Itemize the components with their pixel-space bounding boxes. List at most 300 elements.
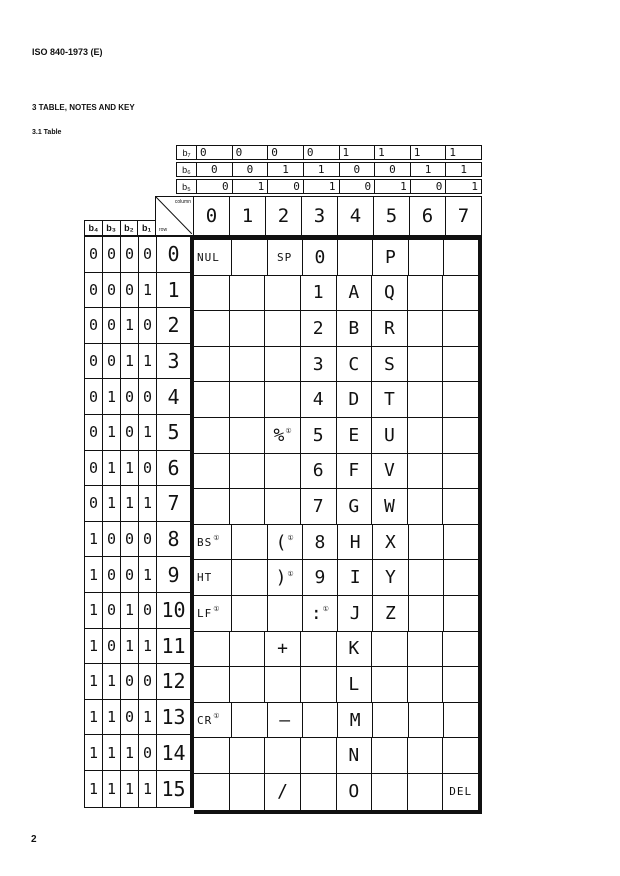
character-cell — [338, 596, 373, 631]
bit-header-cell — [268, 180, 304, 193]
character-cell — [373, 240, 408, 275]
character-glyph: HT — [197, 571, 213, 585]
bit-header-cell — [375, 180, 411, 193]
row-number: 10 — [157, 593, 194, 628]
character-cell — [408, 347, 444, 382]
row-number: 2 — [157, 308, 194, 343]
row-number: 7 — [157, 486, 194, 521]
bit-header-cell — [268, 146, 304, 159]
character-cell — [443, 347, 478, 382]
note-marker: ① — [287, 534, 294, 543]
character-glyph: + — [277, 638, 288, 660]
bit-value: 0 — [353, 163, 361, 176]
character-cell — [372, 738, 408, 773]
bit-header-cell — [197, 146, 233, 159]
bit-value: 0 — [235, 146, 243, 159]
row-bit: 1 — [139, 629, 157, 664]
character-glyph: 8 — [314, 531, 326, 553]
character-cell — [194, 276, 230, 311]
character-cell — [301, 489, 337, 524]
bit-value: 0 — [200, 146, 207, 159]
character-cell — [232, 560, 267, 595]
character-cell — [408, 418, 444, 453]
character-cell — [373, 703, 408, 738]
row-bits — [85, 344, 194, 380]
character-cell — [232, 525, 267, 560]
bit-value: 1 — [413, 146, 421, 159]
row-bits — [85, 308, 194, 344]
character-cell — [265, 774, 301, 810]
note-marker: ① — [213, 712, 221, 721]
character-cell — [443, 632, 478, 667]
character-glyph: ( — [275, 531, 287, 553]
row-number: 15 — [157, 771, 194, 807]
character-cell — [338, 560, 373, 595]
row-bit: 0 — [121, 522, 139, 557]
column-number: 7 — [457, 205, 470, 227]
bit-value: 1 — [460, 163, 467, 176]
row-bit: 0 — [103, 273, 121, 308]
row-bit: 1 — [85, 629, 103, 664]
character-glyph: M — [349, 709, 361, 731]
bit-header-cell — [375, 146, 411, 159]
character-cell — [372, 774, 408, 810]
character-cell — [303, 525, 338, 560]
bit-header-cell — [197, 180, 233, 193]
row-bit: 0 — [121, 237, 139, 272]
column-number: 1 — [230, 197, 266, 235]
character-cell — [372, 489, 408, 524]
row-bit: 0 — [121, 557, 139, 592]
character-glyph: X — [384, 531, 396, 553]
row-number: 11 — [157, 629, 194, 664]
character-cell — [338, 703, 373, 738]
bit-header-cell — [340, 146, 376, 159]
code-table-row — [194, 703, 478, 739]
character-glyph: I — [349, 567, 361, 589]
character-cell — [301, 774, 337, 810]
character-cell — [230, 454, 266, 489]
character-glyph: DEL — [449, 785, 473, 799]
character-cell — [409, 596, 444, 631]
bit-value: 1 — [378, 146, 385, 159]
bit-header-cell — [340, 180, 376, 193]
row-number: 6 — [157, 451, 194, 486]
row-bit-header — [84, 220, 156, 236]
note-marker: ① — [322, 605, 329, 614]
row-bit: 0 — [85, 308, 103, 343]
character-cell — [232, 703, 267, 738]
row-number: 5 — [157, 415, 194, 450]
character-cell — [443, 311, 478, 346]
row-bits — [85, 664, 194, 700]
character-cell — [265, 311, 301, 346]
bit-value: 1 — [257, 180, 265, 193]
character-cell — [265, 382, 301, 417]
character-cell — [265, 347, 301, 382]
character-cell — [194, 311, 230, 346]
character-cell — [301, 738, 337, 773]
character-glyph: N — [348, 745, 360, 767]
character-cell — [194, 560, 232, 595]
bit-value: 0 — [364, 180, 372, 193]
row-bits — [85, 451, 194, 487]
bit-value: 1 — [342, 146, 350, 159]
character-glyph: 1 — [312, 282, 324, 304]
character-cell — [443, 382, 478, 417]
bit-header-cell — [304, 163, 340, 176]
bit-header-label: b₅ — [177, 180, 197, 193]
row-bit: 0 — [139, 735, 157, 770]
character-cell — [372, 632, 408, 667]
character-cell — [373, 596, 408, 631]
bit-header-cell — [446, 146, 481, 159]
code-table-row — [194, 667, 478, 703]
character-cell — [230, 489, 266, 524]
character-grid — [194, 236, 482, 814]
row-bit: 0 — [103, 593, 121, 628]
bit-value: 1 — [400, 180, 407, 193]
row-bit: 0 — [121, 664, 139, 699]
character-cell — [194, 774, 230, 810]
bit-value: 1 — [449, 146, 456, 159]
code-table-row — [194, 489, 478, 525]
character-cell — [232, 240, 267, 275]
character-cell — [268, 560, 303, 595]
section-title: 3 TABLE, NOTES AND KEY — [32, 103, 135, 112]
code-table-row — [194, 774, 478, 810]
character-cell — [303, 596, 338, 631]
row-number: 4 — [157, 379, 194, 414]
character-cell — [443, 454, 478, 489]
bit-value: 1 — [282, 163, 289, 176]
character-cell — [443, 276, 478, 311]
character-cell — [372, 667, 408, 702]
character-cell — [230, 632, 266, 667]
character-cell — [372, 347, 408, 382]
character-cell — [194, 454, 230, 489]
row-bit: 0 — [85, 273, 103, 308]
character-glyph: 6 — [312, 460, 324, 482]
character-glyph: E — [348, 424, 360, 446]
row-bit: 0 — [121, 415, 139, 450]
character-cell — [268, 703, 303, 738]
character-cell — [303, 703, 338, 738]
row-bit: 0 — [139, 522, 157, 557]
character-cell — [301, 347, 337, 382]
character-cell — [194, 525, 232, 560]
bit-value: 0 — [271, 146, 278, 159]
row-bit-columns — [84, 236, 194, 808]
column-number: 2 — [266, 197, 302, 235]
character-glyph: LF — [197, 606, 213, 620]
character-cell — [372, 382, 408, 417]
row-bit: 1 — [121, 486, 139, 521]
character-cell — [443, 738, 478, 773]
row-bit: 1 — [85, 522, 103, 557]
character-cell — [373, 560, 408, 595]
bit-header-cell — [233, 163, 269, 176]
column-number: 0 — [194, 197, 230, 235]
row-bit: 0 — [85, 415, 103, 450]
character-cell — [372, 311, 408, 346]
character-glyph: 4 — [312, 389, 324, 411]
note-marker: ① — [287, 569, 294, 578]
row-bit: 1 — [103, 451, 121, 486]
character-cell — [444, 703, 478, 738]
row-bit: 1 — [103, 735, 121, 770]
row-bit-label: b₃ — [103, 221, 121, 235]
row-bit: 0 — [103, 237, 121, 272]
row-bit: 0 — [139, 593, 157, 628]
character-glyph: V — [384, 460, 395, 482]
character-glyph: : — [310, 602, 322, 624]
column-number: 3 — [302, 197, 338, 235]
character-cell — [194, 240, 232, 275]
bit-value: 0 — [435, 180, 443, 193]
row-bit: 0 — [85, 451, 103, 486]
row-bit: 1 — [139, 273, 157, 308]
row-number: 14 — [157, 735, 194, 770]
bit-value: 0 — [211, 163, 218, 176]
code-table-row — [194, 632, 478, 668]
character-cell — [265, 738, 301, 773]
row-bit: 1 — [85, 664, 103, 699]
character-cell — [408, 667, 444, 702]
character-glyph: NUL — [197, 250, 220, 264]
character-glyph: R — [384, 317, 395, 339]
row-number: 8 — [157, 522, 194, 557]
code-table-row — [194, 454, 478, 490]
bit-header-cell — [446, 180, 481, 193]
row-number: 9 — [157, 557, 194, 592]
character-cell — [443, 418, 478, 453]
row-bit: 1 — [85, 771, 103, 807]
bit-value: 0 — [389, 163, 396, 176]
bit-header-b5 — [176, 179, 482, 194]
row-bits — [85, 593, 194, 629]
character-glyph: F — [348, 460, 360, 482]
bit-header-cell — [304, 180, 340, 193]
bit-value: 1 — [317, 163, 325, 176]
bit-header-cell — [446, 163, 481, 176]
row-number: 12 — [157, 664, 194, 699]
note-marker: ① — [213, 605, 221, 614]
corner-row-label: row — [159, 227, 168, 233]
character-cell — [337, 738, 373, 773]
bit-header-label: b₇ — [177, 146, 197, 159]
row-bit: 0 — [103, 629, 121, 664]
row-number: 3 — [157, 344, 194, 379]
character-cell — [230, 276, 266, 311]
row-bit: 0 — [121, 273, 139, 308]
character-glyph: L — [348, 673, 360, 695]
character-glyph: ) — [275, 567, 287, 589]
character-cell — [230, 774, 266, 810]
row-bits — [85, 629, 194, 665]
character-cell — [337, 276, 373, 311]
character-glyph: H — [349, 531, 361, 553]
character-glyph: U — [384, 424, 395, 446]
bit-header-cell — [340, 163, 376, 176]
bit-value: 1 — [424, 163, 432, 176]
character-cell — [409, 240, 444, 275]
code-table-row — [194, 560, 478, 596]
column-number: 6 — [410, 197, 446, 235]
character-cell — [230, 347, 266, 382]
bit-header-cell — [268, 163, 304, 176]
character-cell — [338, 240, 373, 275]
row-bits — [85, 379, 194, 415]
bit-header-cell — [233, 146, 269, 159]
character-glyph: G — [348, 495, 360, 517]
character-cell — [301, 382, 337, 417]
character-glyph: D — [348, 389, 360, 411]
row-bit: 1 — [121, 771, 139, 807]
character-cell — [408, 276, 444, 311]
bit-value: 0 — [246, 163, 254, 176]
row-bit: 1 — [85, 593, 103, 628]
character-cell — [372, 276, 408, 311]
character-cell — [230, 418, 266, 453]
code-table-row — [194, 738, 478, 774]
character-glyph: S — [384, 353, 395, 375]
bit-value: 1 — [328, 180, 336, 193]
character-glyph: W — [384, 495, 395, 517]
code-table-row — [194, 596, 478, 632]
row-bit: 0 — [103, 344, 121, 379]
character-glyph: 9 — [314, 567, 326, 589]
character-cell — [338, 525, 373, 560]
bit-header-cell — [411, 163, 447, 176]
character-glyph: Z — [384, 602, 396, 624]
character-cell — [194, 489, 230, 524]
character-cell — [409, 703, 444, 738]
row-bit: 1 — [121, 629, 139, 664]
column-number: 5 — [374, 197, 410, 235]
row-bit: 1 — [103, 664, 121, 699]
row-bits — [85, 735, 194, 771]
character-cell — [337, 489, 373, 524]
character-cell — [408, 311, 444, 346]
character-cell — [194, 418, 230, 453]
row-bits — [85, 522, 194, 558]
character-cell — [373, 525, 408, 560]
character-cell — [194, 596, 232, 631]
character-cell — [409, 560, 444, 595]
row-bit: 0 — [121, 379, 139, 414]
character-cell — [444, 525, 478, 560]
bit-header-cell — [233, 180, 269, 193]
row-bit: 1 — [85, 735, 103, 770]
row-bit: 0 — [85, 344, 103, 379]
row-bit: 1 — [121, 308, 139, 343]
character-cell — [337, 418, 373, 453]
bit-value: 0 — [222, 180, 229, 193]
note-marker: ① — [213, 534, 221, 543]
character-glyph: C — [348, 353, 360, 375]
character-cell — [337, 382, 373, 417]
row-bit: 1 — [103, 486, 121, 521]
document-reference: ISO 840-1973 (E) — [32, 47, 103, 57]
character-cell — [265, 418, 301, 453]
character-cell — [301, 311, 337, 346]
character-cell — [194, 703, 232, 738]
bit-header-cell — [304, 146, 340, 159]
bit-header-cell — [375, 163, 411, 176]
bit-value: 0 — [306, 146, 314, 159]
row-bit: 0 — [139, 664, 157, 699]
character-glyph: – — [279, 709, 291, 731]
row-bits — [85, 273, 194, 309]
character-cell — [303, 240, 338, 275]
character-cell — [408, 774, 444, 810]
row-bit: 1 — [85, 700, 103, 735]
character-glyph: CR — [197, 713, 213, 727]
character-glyph: SP — [277, 250, 293, 264]
character-cell — [408, 489, 444, 524]
bit-header-b6 — [176, 162, 482, 177]
character-cell — [194, 632, 230, 667]
row-bits — [85, 700, 194, 736]
character-glyph: 0 — [314, 246, 326, 268]
row-bit: 0 — [103, 557, 121, 592]
bit-header-label: b₆ — [177, 163, 197, 176]
character-glyph: 5 — [312, 424, 324, 446]
row-bit: 1 — [139, 344, 157, 379]
row-bits — [85, 486, 194, 522]
character-glyph: P — [384, 246, 396, 268]
character-cell — [265, 276, 301, 311]
row-bit: 1 — [139, 486, 157, 521]
row-bit: 0 — [139, 451, 157, 486]
character-glyph: A — [348, 282, 360, 304]
character-cell — [230, 738, 266, 773]
character-cell — [408, 382, 444, 417]
character-glyph: 2 — [312, 317, 324, 339]
page-number: 2 — [31, 834, 37, 845]
character-cell — [230, 382, 266, 417]
character-glyph: O — [348, 781, 360, 803]
row-bits — [85, 771, 194, 807]
row-number: 13 — [157, 700, 194, 735]
character-cell — [337, 632, 373, 667]
row-bit: 1 — [103, 415, 121, 450]
row-bit: 1 — [103, 700, 121, 735]
character-cell — [301, 418, 337, 453]
row-number: 0 — [157, 237, 194, 272]
row-bit: 1 — [139, 557, 157, 592]
row-bit: 1 — [121, 593, 139, 628]
row-bit: 1 — [121, 451, 139, 486]
code-table-row — [194, 347, 478, 383]
character-cell — [408, 738, 444, 773]
row-bits — [85, 237, 194, 273]
character-cell — [265, 632, 301, 667]
code-table-row — [194, 382, 478, 418]
row-bits — [85, 557, 194, 593]
row-bit: 0 — [103, 522, 121, 557]
row-bits — [85, 415, 194, 451]
column-row-corner — [155, 196, 194, 236]
character-cell — [265, 667, 301, 702]
character-cell — [337, 454, 373, 489]
character-cell — [194, 347, 230, 382]
character-cell — [444, 596, 478, 631]
character-glyph: J — [349, 602, 361, 624]
character-cell — [337, 347, 373, 382]
row-bit: 0 — [139, 237, 157, 272]
